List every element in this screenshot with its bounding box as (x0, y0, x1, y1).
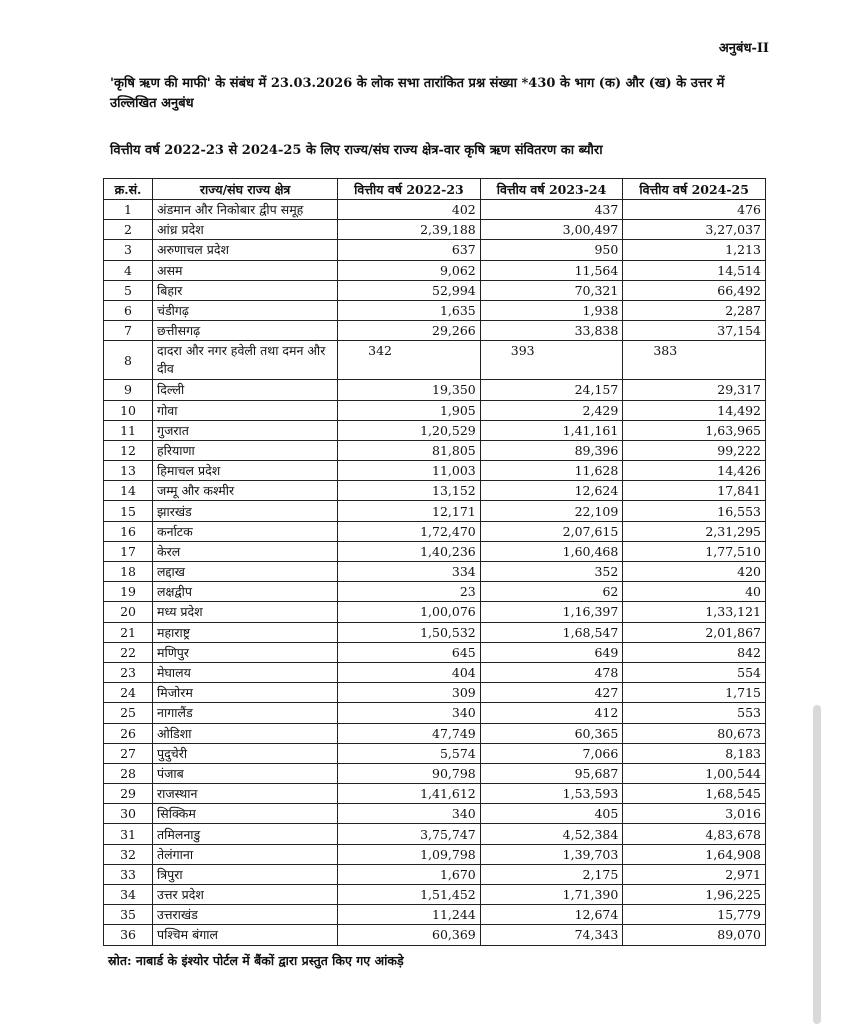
cell-fy-2024-25: 66,492 (623, 280, 766, 300)
cell-fy-2024-25: 8,183 (623, 743, 766, 763)
cell-fy-2024-25: 2,01,867 (623, 622, 766, 642)
cell-fy-2023-24: 352 (480, 562, 623, 582)
table-row (104, 240, 766, 260)
table-row (104, 400, 766, 420)
cell-fy-2023-24: 478 (480, 662, 623, 682)
cell-fy-2024-25: 1,00,544 (623, 763, 766, 783)
cell-fy-2023-24: 33,838 (480, 321, 623, 341)
cell-state: गोवा (153, 400, 338, 420)
cell-fy-2023-24: 24,157 (480, 380, 623, 400)
cell-fy-2022-23: 645 (338, 642, 481, 662)
cell-fy-2023-24: 1,71,390 (480, 885, 623, 905)
scrollbar[interactable] (813, 705, 821, 1024)
cell-serial: 5 (104, 280, 153, 300)
cell-state: हिमाचल प्रदेश (153, 461, 338, 481)
cell-serial: 18 (104, 562, 153, 582)
cell-fy-2024-25: 1,213 (623, 240, 766, 260)
cell-fy-2024-25: 37,154 (623, 321, 766, 341)
table-row (104, 925, 766, 945)
table-row (104, 743, 766, 763)
cell-fy-2022-23: 81,805 (338, 440, 481, 460)
table-row (104, 300, 766, 320)
cell-state: तेलंगाना (153, 844, 338, 864)
table-row (104, 642, 766, 662)
cell-serial: 20 (104, 602, 153, 622)
cell-state: सिक्किम (153, 804, 338, 824)
cell-state: मणिपुर (153, 642, 338, 662)
cell-fy-2022-23: 1,51,452 (338, 885, 481, 905)
cell-serial: 13 (104, 461, 153, 481)
cell-serial: 29 (104, 784, 153, 804)
cell-fy-2024-25: 89,070 (623, 925, 766, 945)
cell-fy-2023-24: 95,687 (480, 763, 623, 783)
table-row (104, 864, 766, 884)
cell-fy-2023-24: 427 (480, 683, 623, 703)
table-row (104, 784, 766, 804)
cell-fy-2024-25: 3,016 (623, 804, 766, 824)
header-fy-2024-25: वित्तीय वर्ष 2024-25 (623, 179, 766, 200)
cell-fy-2024-25: 15,779 (623, 905, 766, 925)
cell-serial: 3 (104, 240, 153, 260)
cell-fy-2024-25: 14,514 (623, 260, 766, 280)
table-row (104, 602, 766, 622)
table-row (104, 501, 766, 521)
cell-state: छत्तीसगढ़ (153, 321, 338, 341)
table-header-row (104, 179, 766, 200)
cell-fy-2024-25: 383 (623, 341, 766, 380)
table-row (104, 341, 766, 380)
cell-serial: 27 (104, 743, 153, 763)
cell-fy-2024-25: 14,492 (623, 400, 766, 420)
table-row (104, 280, 766, 300)
cell-fy-2024-25: 40 (623, 582, 766, 602)
cell-fy-2023-24: 405 (480, 804, 623, 824)
cell-fy-2022-23: 342 (338, 341, 481, 380)
cell-state: पश्चिम बंगाल (153, 925, 338, 945)
cell-fy-2024-25: 4,83,678 (623, 824, 766, 844)
cell-fy-2023-24: 12,674 (480, 905, 623, 925)
table-heading: वित्तीय वर्ष 2022-23 से 2024-25 के लिए राज्य/संघ राज्य क्षेत्र-वार कृषि ऋण संवितरण का ब्यौरा (110, 143, 603, 158)
cell-state: उत्तर प्रदेश (153, 885, 338, 905)
cell-serial: 6 (104, 300, 153, 320)
cell-fy-2023-24: 4,52,384 (480, 824, 623, 844)
cell-serial: 34 (104, 885, 153, 905)
header-state: राज्य/संघ राज्य क्षेत्र (153, 179, 338, 200)
cell-serial: 30 (104, 804, 153, 824)
cell-state: लक्षद्वीप (153, 582, 338, 602)
cell-fy-2022-23: 1,635 (338, 300, 481, 320)
cell-fy-2023-24: 1,16,397 (480, 602, 623, 622)
table-row (104, 683, 766, 703)
table-row (104, 260, 766, 280)
cell-fy-2024-25: 16,553 (623, 501, 766, 521)
cell-serial: 31 (104, 824, 153, 844)
cell-fy-2023-24: 649 (480, 642, 623, 662)
cell-serial: 1 (104, 200, 153, 220)
cell-fy-2023-24: 11,628 (480, 461, 623, 481)
cell-state: जम्मू और कश्मीर (153, 481, 338, 501)
cell-state: उत्तराखंड (153, 905, 338, 925)
cell-serial: 32 (104, 844, 153, 864)
cell-fy-2023-24: 437 (480, 200, 623, 220)
cell-fy-2023-24: 89,396 (480, 440, 623, 460)
cell-serial: 22 (104, 642, 153, 662)
cell-fy-2022-23: 1,00,076 (338, 602, 481, 622)
cell-fy-2023-24: 62 (480, 582, 623, 602)
cell-fy-2024-25: 1,63,965 (623, 420, 766, 440)
cell-serial: 8 (104, 341, 153, 380)
cell-fy-2023-24: 2,429 (480, 400, 623, 420)
cell-state: मिजोरम (153, 683, 338, 703)
cell-serial: 17 (104, 541, 153, 561)
cell-fy-2023-24: 1,39,703 (480, 844, 623, 864)
cell-fy-2024-25: 14,426 (623, 461, 766, 481)
cell-fy-2022-23: 1,50,532 (338, 622, 481, 642)
cell-fy-2024-25: 842 (623, 642, 766, 662)
table-row (104, 220, 766, 240)
table-row (104, 582, 766, 602)
cell-fy-2024-25: 553 (623, 703, 766, 723)
cell-serial: 4 (104, 260, 153, 280)
cell-fy-2024-25: 1,715 (623, 683, 766, 703)
cell-state: महाराष्ट्र (153, 622, 338, 642)
table-body (104, 200, 766, 946)
cell-fy-2022-23: 1,41,612 (338, 784, 481, 804)
cell-fy-2022-23: 29,266 (338, 321, 481, 341)
cell-fy-2022-23: 13,152 (338, 481, 481, 501)
cell-fy-2024-25: 99,222 (623, 440, 766, 460)
table-row (104, 562, 766, 582)
cell-fy-2024-25: 2,287 (623, 300, 766, 320)
cell-fy-2023-24: 12,624 (480, 481, 623, 501)
cell-fy-2022-23: 2,39,188 (338, 220, 481, 240)
cell-serial: 35 (104, 905, 153, 925)
table-row (104, 824, 766, 844)
cell-fy-2024-25: 80,673 (623, 723, 766, 743)
cell-state: चंडीगढ़ (153, 300, 338, 320)
table-row (104, 723, 766, 743)
table-row (104, 420, 766, 440)
cell-state: दिल्ली (153, 380, 338, 400)
header-serial: क्र.सं. (104, 179, 153, 200)
cell-serial: 23 (104, 662, 153, 682)
cell-fy-2022-23: 19,350 (338, 380, 481, 400)
cell-state: दादरा और नगर हवेली तथा दमन और दीव (153, 341, 338, 380)
cell-fy-2022-23: 340 (338, 804, 481, 824)
table-row (104, 380, 766, 400)
cell-fy-2022-23: 47,749 (338, 723, 481, 743)
cell-state: बिहार (153, 280, 338, 300)
cell-fy-2022-23: 52,994 (338, 280, 481, 300)
cell-state: आंध्र प्रदेश (153, 220, 338, 240)
cell-serial: 14 (104, 481, 153, 501)
cell-fy-2022-23: 11,003 (338, 461, 481, 481)
cell-state: झारखंड (153, 501, 338, 521)
cell-fy-2023-24: 70,321 (480, 280, 623, 300)
cell-fy-2023-24: 7,066 (480, 743, 623, 763)
cell-fy-2023-24: 2,175 (480, 864, 623, 884)
cell-fy-2022-23: 1,72,470 (338, 521, 481, 541)
cell-fy-2022-23: 5,574 (338, 743, 481, 763)
cell-fy-2022-23: 23 (338, 582, 481, 602)
source-note: स्रोत: नाबार्ड के इंश्योर पोर्टल में बैंकों द्वारा प्रस्तुत किए गए आंकड़े (108, 953, 404, 968)
cell-fy-2022-23: 90,798 (338, 763, 481, 783)
cell-serial: 16 (104, 521, 153, 541)
cell-fy-2024-25: 1,77,510 (623, 541, 766, 561)
cell-fy-2023-24: 393 (480, 341, 623, 380)
cell-state: कर्नाटक (153, 521, 338, 541)
table-row (104, 844, 766, 864)
cell-serial: 10 (104, 400, 153, 420)
cell-serial: 11 (104, 420, 153, 440)
cell-serial: 21 (104, 622, 153, 642)
cell-serial: 15 (104, 501, 153, 521)
cell-serial: 24 (104, 683, 153, 703)
cell-fy-2023-24: 60,365 (480, 723, 623, 743)
table-row (104, 440, 766, 460)
cell-fy-2024-25: 1,68,545 (623, 784, 766, 804)
table-row (104, 541, 766, 561)
cell-serial: 19 (104, 582, 153, 602)
cell-fy-2023-24: 1,68,547 (480, 622, 623, 642)
intro-paragraph: 'कृषि ऋण की माफी' के संबंध में 23.03.2026 के लोक सभा तारांकित प्रश्न संख्या *430 के भाग (क) और (ख) के उत्तर में उल्लिखित अनुबंध (110, 76, 725, 111)
loan-disbursement-table (103, 178, 766, 946)
cell-fy-2022-23: 1,20,529 (338, 420, 481, 440)
cell-fy-2023-24: 74,343 (480, 925, 623, 945)
cell-state: असम (153, 260, 338, 280)
cell-fy-2023-24: 22,109 (480, 501, 623, 521)
table-row (104, 804, 766, 824)
cell-fy-2023-24: 1,41,161 (480, 420, 623, 440)
cell-serial: 33 (104, 864, 153, 884)
annex-label: अनुबंध-II (718, 41, 769, 56)
table-row (104, 763, 766, 783)
cell-state: नागालैंड (153, 703, 338, 723)
cell-fy-2022-23: 404 (338, 662, 481, 682)
cell-serial: 28 (104, 763, 153, 783)
cell-state: तमिलनाडु (153, 824, 338, 844)
cell-fy-2023-24: 1,53,593 (480, 784, 623, 804)
cell-fy-2022-23: 60,369 (338, 925, 481, 945)
cell-fy-2022-23: 309 (338, 683, 481, 703)
cell-fy-2022-23: 3,75,747 (338, 824, 481, 844)
cell-state: अंडमान और निकोबार द्वीप समूह (153, 200, 338, 220)
cell-state: लद्दाख (153, 562, 338, 582)
cell-fy-2024-25: 29,317 (623, 380, 766, 400)
table-row (104, 481, 766, 501)
cell-fy-2022-23: 1,670 (338, 864, 481, 884)
header-fy-2023-24: वित्तीय वर्ष 2023-24 (480, 179, 623, 200)
cell-fy-2023-24: 11,564 (480, 260, 623, 280)
cell-fy-2024-25: 17,841 (623, 481, 766, 501)
cell-serial: 12 (104, 440, 153, 460)
cell-fy-2024-25: 1,33,121 (623, 602, 766, 622)
cell-fy-2024-25: 420 (623, 562, 766, 582)
table-row (104, 200, 766, 220)
cell-serial: 25 (104, 703, 153, 723)
cell-serial: 7 (104, 321, 153, 341)
cell-fy-2023-24: 1,60,468 (480, 541, 623, 561)
cell-fy-2022-23: 637 (338, 240, 481, 260)
cell-serial: 9 (104, 380, 153, 400)
header-fy-2022-23: वित्तीय वर्ष 2022-23 (338, 179, 481, 200)
cell-fy-2022-23: 1,09,798 (338, 844, 481, 864)
cell-fy-2024-25: 2,31,295 (623, 521, 766, 541)
cell-fy-2024-25: 2,971 (623, 864, 766, 884)
table-row (104, 321, 766, 341)
cell-state: मध्य प्रदेश (153, 602, 338, 622)
cell-fy-2022-23: 1,40,236 (338, 541, 481, 561)
table-row (104, 885, 766, 905)
cell-fy-2022-23: 11,244 (338, 905, 481, 925)
cell-fy-2023-24: 1,938 (480, 300, 623, 320)
cell-fy-2022-23: 9,062 (338, 260, 481, 280)
table-row (104, 521, 766, 541)
cell-fy-2022-23: 1,905 (338, 400, 481, 420)
cell-fy-2024-25: 476 (623, 200, 766, 220)
cell-state: राजस्थान (153, 784, 338, 804)
cell-state: त्रिपुरा (153, 864, 338, 884)
table-row (104, 703, 766, 723)
table-row (104, 461, 766, 481)
cell-state: पुदुचेरी (153, 743, 338, 763)
cell-fy-2023-24: 412 (480, 703, 623, 723)
cell-fy-2023-24: 950 (480, 240, 623, 260)
table-row (104, 905, 766, 925)
cell-fy-2022-23: 340 (338, 703, 481, 723)
cell-state: ओडिशा (153, 723, 338, 743)
cell-fy-2022-23: 334 (338, 562, 481, 582)
table-row (104, 622, 766, 642)
cell-fy-2024-25: 554 (623, 662, 766, 682)
cell-serial: 36 (104, 925, 153, 945)
cell-fy-2024-25: 3,27,037 (623, 220, 766, 240)
cell-fy-2023-24: 2,07,615 (480, 521, 623, 541)
cell-state: मेघालय (153, 662, 338, 682)
cell-fy-2023-24: 3,00,497 (480, 220, 623, 240)
cell-serial: 2 (104, 220, 153, 240)
cell-fy-2024-25: 1,96,225 (623, 885, 766, 905)
cell-state: अरुणाचल प्रदेश (153, 240, 338, 260)
cell-fy-2022-23: 402 (338, 200, 481, 220)
cell-state: केरल (153, 541, 338, 561)
cell-state: गुजरात (153, 420, 338, 440)
cell-serial: 26 (104, 723, 153, 743)
cell-state: पंजाब (153, 763, 338, 783)
cell-fy-2022-23: 12,171 (338, 501, 481, 521)
cell-state: हरियाणा (153, 440, 338, 460)
cell-fy-2024-25: 1,64,908 (623, 844, 766, 864)
table-row (104, 662, 766, 682)
